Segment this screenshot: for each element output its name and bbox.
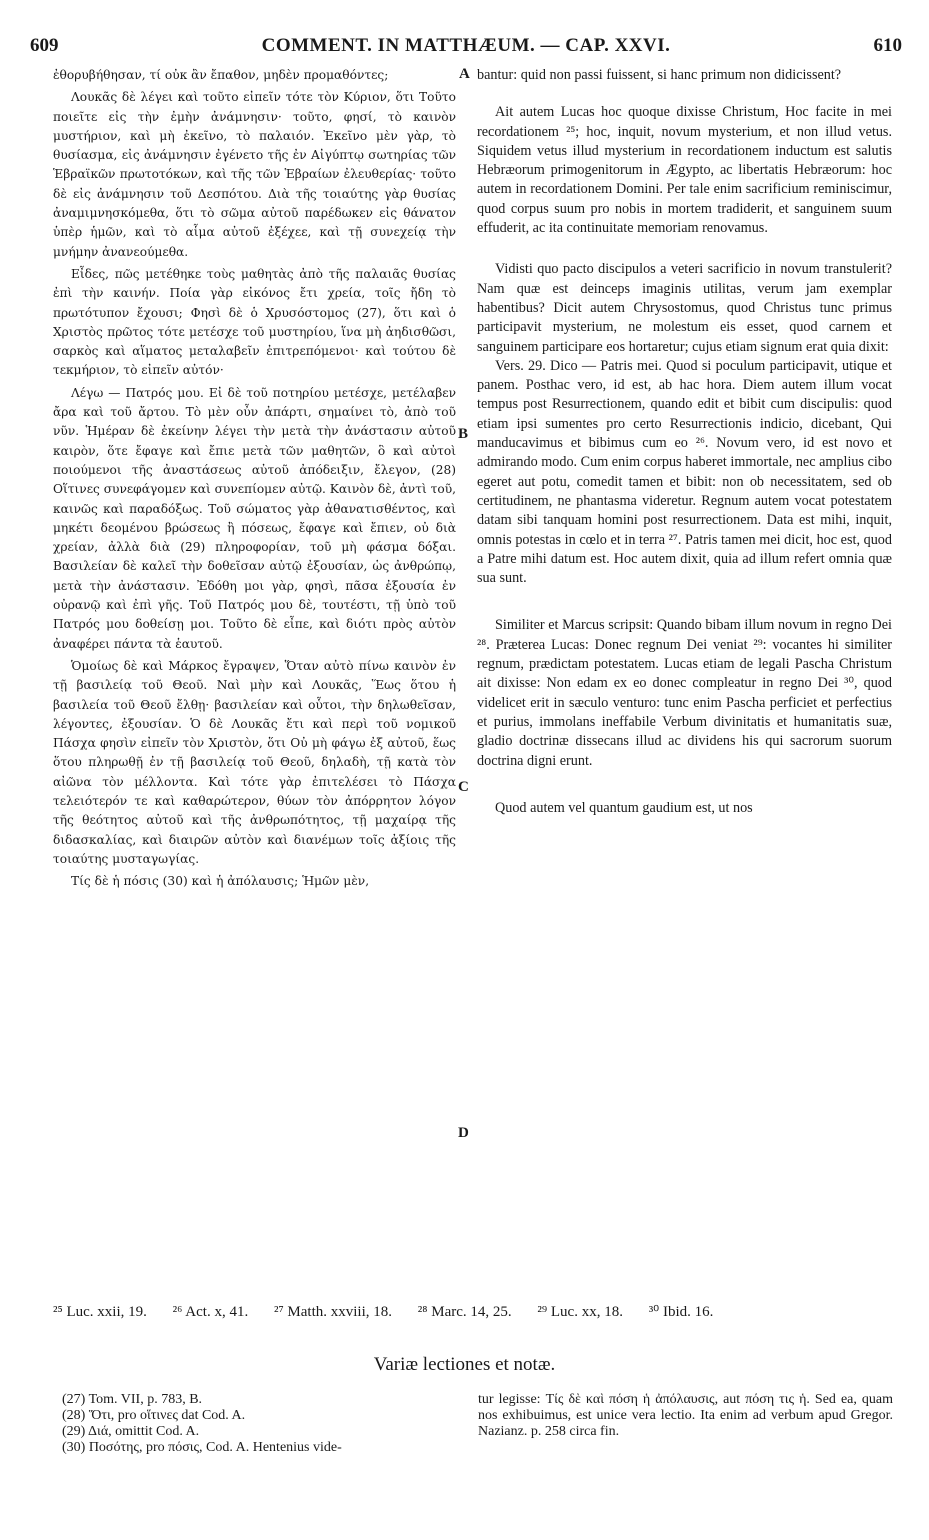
footnote: ²⁶ Act. x, 41.	[172, 1304, 249, 1320]
latin-column	[477, 66, 892, 818]
running-header	[30, 35, 902, 59]
variant-notes-right	[478, 1392, 893, 1440]
running-title: COMMENT. IN MATTHÆUM. — CAP. XXVI.	[261, 35, 671, 56]
footnote: ²⁹ Luc. xx, 18.	[537, 1304, 623, 1320]
latin-paragraph: Ait autem Lucas hoc quoque dixisse Christum, Hoc facite in mei recordationem ²⁵; hoc, inquit, novum mysterium, et non illud vetus. Siquidem vetus illud mysterium in recordationem inductum est salutis Hebræorum primogenitorum in Ægypto, ac libertatis Hebræorum: hoc autem in recordationem Domini. Per tale enim sacrificium reminiscimur, quod corpus suum pro nobis in mortem tradiderit, et sanguinem suum effuderit, ac ita continuitate memoriam renovamus.	[477, 104, 892, 237]
variant-note: (30) Ποσότης, pro πόσις, Cod. A. Hentenius vide-	[62, 1440, 342, 1455]
page-number-left: 609	[30, 35, 59, 56]
latin-paragraph: bantur: quid non passi fuissent, si hanc primum non didicissent?	[477, 67, 842, 83]
footnote: ²⁵ Luc. xxii, 19.	[53, 1304, 147, 1320]
footnotes	[53, 1302, 893, 1322]
greek-paragraph: Τίς δὲ ἡ πόσις (30) καὶ ἡ ἀπόλαυσις; Ἡμῶν μὲν,	[71, 874, 370, 889]
variant-notes-left	[62, 1392, 462, 1456]
margin-marker-c: C	[458, 779, 469, 795]
latin-paragraph: Similiter et Marcus scripsit: Quando bibam illum novum in regno Dei ²⁸. Præterea Lucas: Donec regnum Dei veniat ²⁹: vocantes hi similiter regnum, prædictam potestatem. Lucas etiam de legali Pascha Christum ait dixisse: Non edam ex eo donec compleatur in regno Dei ³⁰, quod videlicet erit in sæculo venturo: tunc enim Pascha perficiet et perfectius et purius, immolans ineffabile Verbum divinitatis et humanitatis suæ, gladio doctrinæ dissecans illud ac dividens his qui sacrorum suorum doctrina digni erunt.	[477, 617, 892, 769]
margin-marker-a: A	[459, 66, 470, 82]
page-number-right: 610	[873, 35, 902, 56]
footnote: ³⁰ Ibid. 16.	[648, 1304, 714, 1320]
variae-lectiones-heading: Variæ lectiones et notæ.	[373, 1354, 556, 1375]
footnote: ²⁷ Matth. xxviii, 18.	[273, 1304, 393, 1320]
variant-note: (27) Tom. VII, p. 783, B.	[62, 1392, 203, 1407]
variant-note: (28) Ὅτι, pro οἵτινες dat Cod. A.	[62, 1408, 246, 1423]
variant-note-continuation: tur legisse: Τίς δὲ καὶ πόση ἡ ἀπόλαυσις, aut πόση τις ἡ. Sed ea, quam nos exhibuimus, est unice vera lectio. Ita enim ad verbum apud Gregor. Nazianz. p. 258 circa fin.	[478, 1392, 893, 1439]
latin-paragraph: Vers. 29. Dico — Patris mei. Quod si poculum participavit, utique et panem. Posthac vero, id est, ab hac hora. Diem autem illum vocat tempus post Resurrectionem, quando edit et bibit cum discipulis: quod etiam ipsi sumentes pro certo Resurrectionis indicio, dicebant, Qui manducavimus et bibimus cum eo ²⁶. Novum vero, id est novo et admirando modo. Cum enim corpus haberet immortale, nec amplius cibo egeret aut potu, comedit tamen et bibit: non ob necessitatem, sed ob certitudinem, ne phantasma videretur. Regnum autem vocat potestatem datam sibi tanquam homini post resurrectionem. Data est mihi, inquit, omnis potestas in cœlo et in terra ²⁷. Patris tamen mei dicit, hoc est, quod a Patre mihi datum est. Hoc autem dixit, quia ad illum refert omnia quæ sua sunt.	[477, 357, 892, 587]
greek-paragraph: Λουκᾶς δὲ λέγει καὶ τοῦτο εἰπεῖν τότε τὸν Κύριον, ὅτι Τοῦτο ποιεῖτε εἰς τὴν ἐμὴν ἀνάμνησιν· τοῦτο, φησί, τὸ καινὸν μυστήριον, καὶ μὴ ἐκεῖνο, τὸ παλαιόν. Ἐκεῖνο μὲν γὰρ, τὸ θυσίασμα, εἰς ἀνάμνησιν ἐγένετο τῆς ἐν Αἰγύπτῳ σωτηρίας τῶν Ἑβραϊκῶν πρωτοτόκων, καὶ τῆς τῶν Ἑβραίων ἐλευθερίας· τοῦτο δὲ εἰς ἀνάμνησιν τοῦ Δεσπότου. Διὰ τῆς τοιαύτης γὰρ θυσίας ἀναμιμνησκόμεθα, ὅτι τὸ σῶμα αὐτοῦ παρέδωκεν εἰς θάνατον ὑπὲρ ἡμῶν, καὶ τὸ αἷμα αὐτοῦ ἐξέχεε, καὶ τῇ συνεχείᾳ τὴν μνήμην ἀνανεούμεθα.	[53, 90, 456, 259]
greek-paragraph: Ὁμοίως δὲ καὶ Μάρκος ἔγραψεν, Ὅταν αὐτὸ πίνω καινὸν ἐν τῇ βασιλείᾳ τοῦ Θεοῦ. Ναὶ μὴν καὶ Λουκᾶς, Ἕως ὅτου ἡ βασιλεία τοῦ Θεοῦ ἔλθῃ· βασιλείαν καὶ οὗτοι, τὴν δηλωθεῖσαν, λέγοντες, ἐξουσίαν. Ὁ δὲ Λουκᾶς ἔτι καὶ περὶ τοῦ νομικοῦ Πάσχα φησὶν εἰπεῖν τὸν Χριστὸν, ὅτι Οὐ μὴ φάγω ἐξ αὐτοῦ, ἕως ὅτου πληρωθῇ ἐν τῇ βασιλείᾳ τοῦ Θεοῦ, δηλαδὴ, τῇ κατὰ τὸν αἰῶνα τὸν μέλλοντα. Καὶ τότε γὰρ ἐπιτελέσει τὸ Πάσχα τελειότερόν τε καὶ καθαρώτερον, θύων τὸν ἀπόρρητον λόγον τῆς θεότητος αὐτοῦ καὶ τῆς ἀνθρωπότητος, τῇ μαχαίρᾳ τῆς διδασκαλίας, καὶ διαιρῶν αὐτὸν καὶ διανέμων τοῖς ἀξίοις τῆς τοιαύτης μυσταγωγίας.	[53, 658, 456, 866]
margin-marker-d: D	[458, 1125, 469, 1141]
latin-paragraph: Vidisti quo pacto discipulos a veteri sacrificio in novum transtulerit? Nam quæ est deinceps imaginis utilitas, verum jam exemplar habentibus? Dicit autem Chrysostomus, quod Christus tunc primus participavit mysterium, ne molestum eis esset, quod carnem et sanguinem participare eos hortaretur; cujus etiam signum erat quia dixit:	[477, 261, 892, 355]
variant-note: (29) Διά, omittit Cod. A.	[62, 1424, 200, 1439]
latin-paragraph: Quod autem vel quantum gaudium est, ut nos	[495, 799, 753, 816]
margin-marker-b: B	[458, 426, 469, 442]
footnote: ²⁸ Marc. 14, 25.	[417, 1304, 512, 1320]
greek-paragraph: ἐθορυβήθησαν, τί οὐκ ἂν ἔπαθον, μηδὲν προμαθόντες;	[53, 68, 389, 82]
greek-paragraph: Εἶδες, πῶς μετέθηκε τοὺς μαθητὰς ἀπὸ τῆς παλαιᾶς θυσίας ἐπὶ τὴν καινήν. Ποία γὰρ εἰκόνος ἔτι χρεία, τοῖς ἤδη τὸ πρωτότυπον ἔχουσι; Φησὶ δὲ ὁ Χρυσόστομος (27), ὅτι καὶ ὁ Χριστὸς πρῶτος τότε μετέσχε τοῦ μυστηρίου, ἵνα μὴ ἀηδισθῶσι, σαρκὸς καὶ αἵματος μεταλαβεῖν ἐπιτρεπόμενοι· καὶ τούτου δὲ τεκμήριον, τὸ εἰπεῖν αὐτόν·	[53, 266, 456, 378]
greek-column	[53, 66, 456, 891]
greek-paragraph: Λέγω — Πατρός μου. Εἰ δὲ τοῦ ποτηρίου μετέσχε, μετέλαβεν ἄρα καὶ τοῦ ἄρτου. Τὸ μὲν οὖν ἀπάρτι, σημαίνει τὸ, ἀπὸ τοῦ νῦν. Ἡμέραν δὲ ἐκείνην λέγει τὴν μετὰ τὴν ἀνάστασιν αὐτοῦ καιρὸν, ὅτε ἔφαγε καὶ ἔπιε μετὰ τῶν μαθητῶν, ὃ καὶ αὐτοὶ ποιούμενοι τῆς ἀναστάσεως αὐτοῦ ἀπόδειξιν, ἔλεγον, (28) Οἵτινες συνεφάγομεν καὶ συνεπίομεν αὐτῷ. Καινὸν δὲ, ἀντὶ τοῦ, καινῶς καὶ παραδόξως. Τοῦ σώματος γὰρ ἀθανατισθέντος, καὶ μηκέτι δεομένου βρώσεως ἢ πόσεως, ἔφαγε καὶ ἔπιεν, οὐ διὰ χρείαν, ἀλλὰ διὰ (29) πληροφορίαν, τοῦ μὴ φάσμα δόξαι. Βασιλείαν δὲ καλεῖ τὴν δοθεῖσαν αὐτῷ ἐξουσίαν, ὡς ἀνθρώπῳ, μετὰ τὴν ἀνάστασιν. Ἐδόθη μοι γὰρ, φησὶ, πᾶσα ἐξουσία ἐν οὐρανῷ καὶ ἐπὶ γῆς. Τοῦ Πατρός μου δὲ, τουτέστι, τῇ ὑπὸ τοῦ Πατρός μου δοθείσῃ μοι. Τοῦτο δὲ εἶπε, καὶ διότι πρὸς αὐτὸν ἀναφέρει πάντα τὰ ἑαυτοῦ.	[53, 385, 456, 651]
